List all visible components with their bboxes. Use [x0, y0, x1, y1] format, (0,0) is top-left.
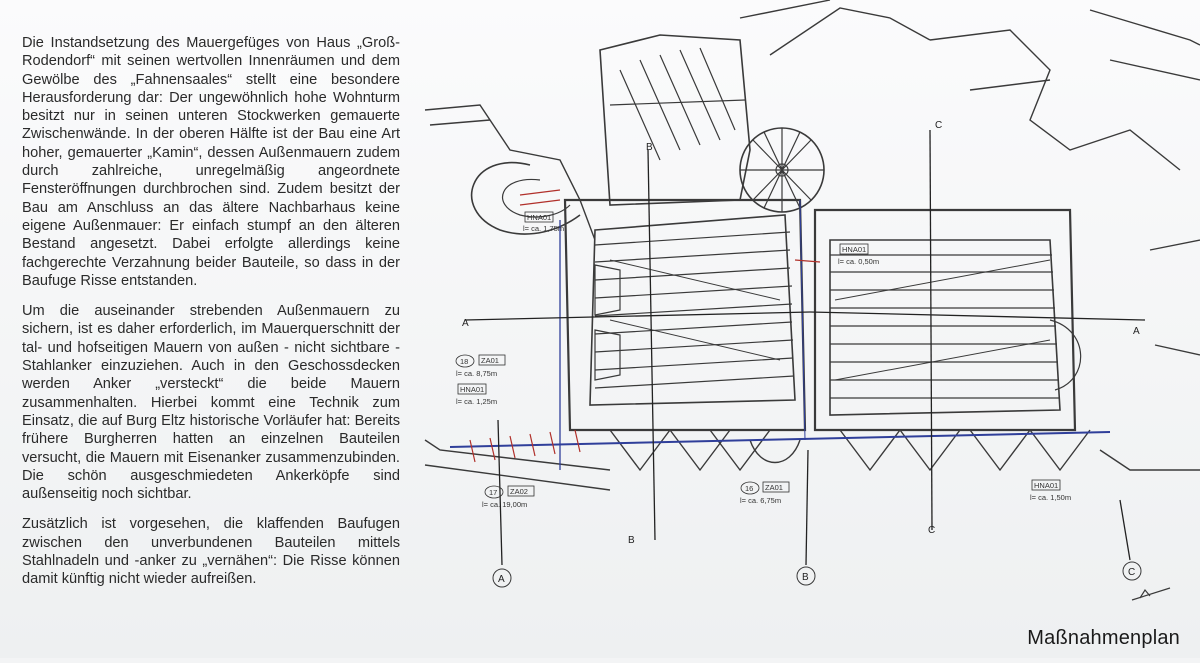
- tag-number: 18: [460, 357, 469, 366]
- section-marker-b-bottom: B: [628, 535, 635, 546]
- axis-c-label: C: [1128, 567, 1136, 578]
- tag-code: ZA01: [481, 356, 499, 365]
- section-marker-c-top: C: [935, 120, 943, 131]
- upper-tower: [600, 35, 750, 205]
- tag-hna-left: [456, 384, 497, 406]
- tag-za-16: [740, 482, 789, 505]
- tag-length: l= ca. 19,00m: [482, 500, 528, 509]
- tag-length: l= ca. 0,50m: [838, 257, 880, 266]
- tag-length: l= ca. 1,75m: [523, 224, 565, 233]
- tag-number: 16: [745, 484, 754, 493]
- neighbour-outlines: [425, 0, 1200, 490]
- axis-a-label: A: [498, 574, 505, 585]
- tag-code: HNA01: [527, 213, 552, 222]
- tag-number: 17: [489, 488, 498, 497]
- anchor-line-blue: [450, 432, 1110, 447]
- tag-code: ZA02: [510, 487, 528, 496]
- tag-hna-top-left: [523, 212, 564, 233]
- paragraph-1: Die Instandsetzung des Mauergefüges von Haus „Groß-Rodendorf“ mit seinen wertvollen Innenräumen und dem Gewölbe des „Fahnensaales“ stellt eine besondere Herausforderung dar: Der ungewöhnlich hohe Wohnturm besitzt nur in seinen unteren Stockwerken gemauerte Zwischenwände. In der oberen Hälfte ist der Bau eine Art hoher, gemauerter „Kamin“, dessen Außenmauern zudem durch zahlreiche, unregelmäßig angeordnete Fensteröffnungen durchbrochen sind. Zudem besitzt der Bau am Anschluss an das ältere Nachbarhaus keine eigene Außenmauer: Er einfach stumpf an den älteren Bestand angesetzt. Dabei erfolgte allerdings keine fachgerechte Verzahnung beider Bauteile, so dass in der Baufuge Risse entstanden.: [22, 35, 400, 289]
- tag-za-18: [456, 355, 505, 378]
- tag-code: HNA01: [460, 385, 485, 394]
- tag-length: l= ca. 1,25m: [456, 397, 498, 406]
- paragraph-2: Um die auseinander strebenden Außenmauern zu sichern, ist es daher erforderlich, im Mauerquerschnitt der tal- und hofseitigen Mauern von außen - nicht sichtbare - Stahlanker einzuziehen. Auch in den Geschossdecken werden Anker „versteckt“ die beide Mauern zusammenhalten. Hierbei kommt eine Technik zum Einsatz, die auf Burg Eltz historische Vorläufer hat: Bereits frühere Burgherren hatten an einzelnen Bauteilen versucht, die Mauern mit Eisenanker zusammenzubinden. Die schön ausgeschmiedeten Ankerköpfe sind außenseitig noch sichtbar.: [22, 303, 400, 503]
- axis-a: [493, 569, 511, 587]
- description-text: [22, 34, 400, 601]
- tag-code: ZA01: [765, 483, 783, 492]
- tag-length: l= ca. 6,75m: [740, 496, 782, 505]
- tag-length: l= ca. 8,75m: [456, 369, 498, 378]
- tag-code: HNA01: [1034, 481, 1059, 490]
- lower-windows: [610, 430, 1090, 470]
- section-marker-c-bottom: C: [928, 525, 936, 536]
- axis-b-label: B: [802, 572, 809, 583]
- tag-hna-right: [1030, 480, 1071, 502]
- right-room: [815, 210, 1081, 430]
- north-arrow-icon: [1132, 588, 1170, 600]
- tag-code: HNA01: [842, 245, 867, 254]
- axis-c: [1123, 562, 1141, 580]
- tag-length: l= ca. 1,50m: [1030, 493, 1072, 502]
- section-marker-b-top: B: [646, 142, 653, 153]
- section-marker-a-left: A: [462, 318, 469, 329]
- axis-b: [797, 567, 815, 585]
- section-marker-a-right: A: [1133, 326, 1140, 337]
- tag-za-17: [482, 486, 534, 509]
- floor-plan: [410, 0, 1200, 658]
- plan-caption: Maßnahmenplan: [1027, 627, 1180, 649]
- floor-plan-drawing: [410, 0, 1200, 658]
- paragraph-3: Zusätzlich ist vorgesehen, die klaffenden Baufugen zwischen den unverbundenen Bauteilen mittels Stahlnadeln und -anker zu „vernähen“: Die Risse können damit künftig nicht wieder aufreißen.: [22, 516, 400, 588]
